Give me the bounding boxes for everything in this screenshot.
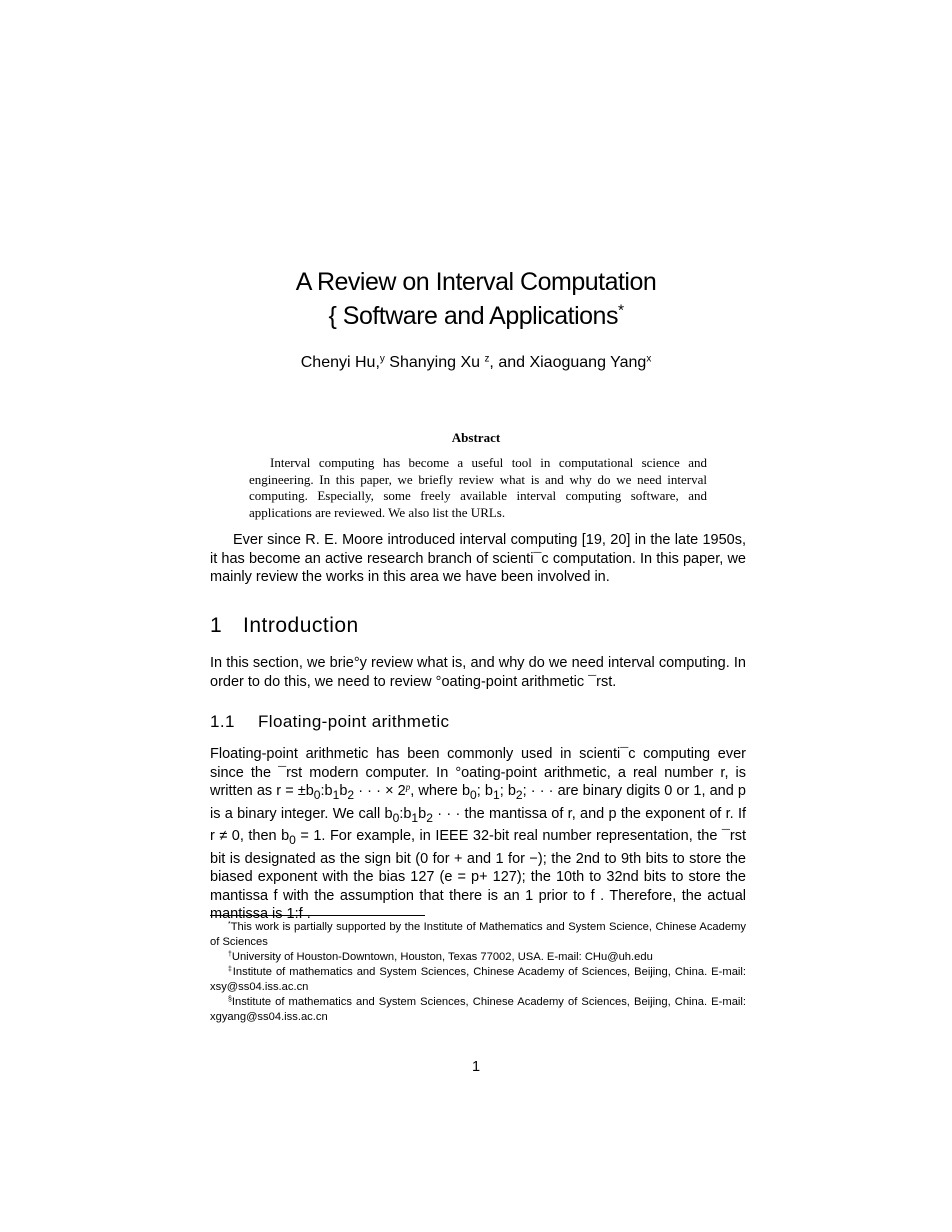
fp-sup: p bbox=[405, 782, 411, 793]
floating-point-paragraph bbox=[210, 745, 746, 924]
fp-text-i: :b bbox=[399, 805, 412, 822]
footnote-1-mark: * bbox=[228, 921, 231, 929]
fp-text-l: = 1. For example, in IEEE 32-bit real number representation, the ¯rst bit is designated as the sign bit (0 for + and 1 for −); the 2nd to 9th bits to store the biased exponent with the bias 127 (e = p+ 127); the 10th to 32nd bits to store the mantissa f with the assumption that there is an 1 prior to f . Therefore, the actual mantissa is 1:f . bbox=[210, 828, 746, 923]
footnote-3 bbox=[210, 965, 746, 995]
author-yang: , and Xiaoguang Yang bbox=[489, 354, 647, 371]
footnote-2 bbox=[210, 950, 746, 965]
section-1-heading bbox=[210, 614, 359, 638]
paper-title-line1: A Review on Interval Computation bbox=[295, 268, 657, 296]
fp-sub: 2 bbox=[347, 788, 355, 803]
abstract-heading: Abstract bbox=[451, 430, 501, 445]
subsection-1-1-heading bbox=[210, 712, 449, 732]
page-number: 1 bbox=[471, 1059, 481, 1075]
section-1-title: Introduction bbox=[243, 614, 359, 637]
footnote-2-text: University of Houston-Downtown, Houston, Texas 77002, USA. E-mail: CHu@uh.edu bbox=[231, 951, 653, 963]
subsection-1-1-number: 1.1 bbox=[210, 712, 235, 731]
fp-text-j: b bbox=[418, 805, 427, 822]
author-xu: Shanying Xu bbox=[384, 354, 485, 371]
intro-paragraph: Ever since R. E. Moore introduced interval computing [19, 20] in the late 1950s, it has become an active research branch of scienti¯c computation. In this paper, we mainly review the works in this area we have been involved in. bbox=[210, 532, 746, 586]
title-footnote-mark: * bbox=[617, 302, 624, 320]
fp-sub: 2 bbox=[515, 788, 523, 803]
fp-sub: 0 bbox=[392, 810, 400, 825]
paper-title-line2 bbox=[0, 302, 952, 331]
fp-text-e: , where b bbox=[410, 783, 471, 800]
fp-sub: 0 bbox=[470, 788, 477, 803]
author-hu-mark: y bbox=[379, 353, 385, 365]
fp-sub: 0 bbox=[289, 833, 296, 848]
fp-text-d: · · · × 2 bbox=[354, 783, 406, 800]
section-1-text: In this section, we brie°y review what is, and why do we need interval computing. In order to do this, we need to review °oating-point arithmetic ¯rst. bbox=[210, 655, 746, 690]
fp-text-g: ; b bbox=[499, 783, 516, 800]
fp-text-h: ; · · · are binary digits 0 or 1, and p is a binary integer. We call b bbox=[210, 783, 746, 822]
fp-text-k: · · · the mantissa of r, and p the exponent of r. If r ≠ 0, then b bbox=[210, 805, 747, 845]
footnote-1-text: This work is partially supported by the Institute of Mathematics and System Science, Chinese Academy of Sciences bbox=[210, 921, 746, 948]
section-1-number: 1 bbox=[210, 614, 223, 637]
footnote-3-mark: ‡ bbox=[228, 966, 233, 974]
fp-text-f: ; b bbox=[476, 783, 493, 800]
fp-sub: 1 bbox=[332, 788, 340, 803]
fp-text-b: :b bbox=[320, 783, 333, 800]
fp-text-c: b bbox=[339, 783, 348, 800]
author-list bbox=[0, 354, 952, 372]
abstract-text: Interval computing has become a useful tool in computational science and engineering. In this paper, we briefly review what is and why do we need interval computing. Especially, some freely available interval computing software, and applications are reviewed. We also list the URLs. bbox=[249, 455, 707, 520]
footnote-4-mark: § bbox=[228, 996, 232, 1004]
author-xu-mark: z bbox=[484, 353, 490, 365]
footnote-rule bbox=[210, 915, 425, 916]
footnote-4-text: Institute of mathematics and System Sciences, Chinese Academy of Sciences, Beijing, China. E-mail: xgyang@ss04.iss.ac.cn bbox=[210, 996, 746, 1023]
title-line2-text: { Software and Applications bbox=[328, 302, 618, 330]
footnote-2-mark: † bbox=[228, 951, 232, 959]
author-hu: Chenyi Hu, bbox=[300, 354, 380, 371]
footnote-3-text: Institute of mathematics and System Sciences, Chinese Academy of Sciences, Beijing, China. E-mail: xsy@ss04.iss.ac.cn bbox=[210, 966, 746, 993]
author-yang-mark: x bbox=[646, 353, 652, 365]
fp-text-a: Floating-point arithmetic has been commonly used in scienti¯c computing ever since the ¯rst modern computer. In °oating-point arithmetic, a real number r, is written as r = ±b bbox=[210, 746, 746, 800]
fp-sub: 0 bbox=[313, 788, 321, 803]
subsection-1-1-title: Floating-point arithmetic bbox=[258, 712, 450, 731]
fp-sub: 2 bbox=[426, 810, 433, 825]
footnote-1 bbox=[210, 920, 746, 950]
fp-sub: 1 bbox=[411, 810, 419, 825]
fp-sub: 1 bbox=[492, 788, 500, 803]
footnote-4 bbox=[210, 995, 746, 1025]
